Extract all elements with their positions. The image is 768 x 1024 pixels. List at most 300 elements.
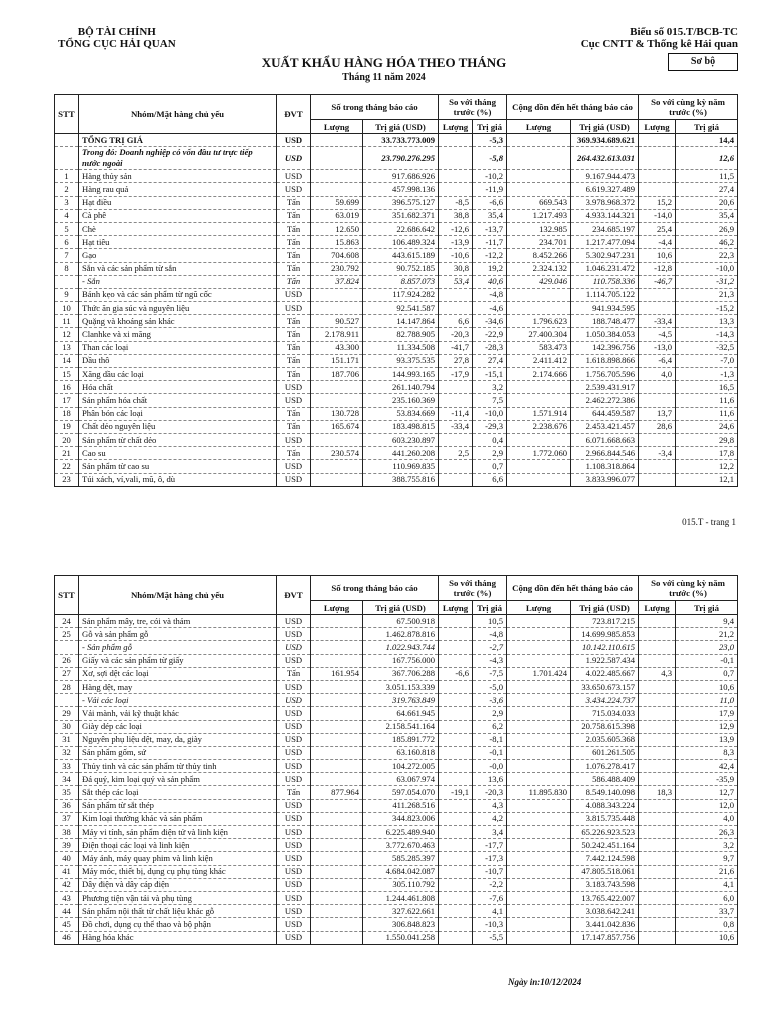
row-year-value-pct: 21,2 [676, 628, 738, 641]
row-year-value-pct: -10,0 [676, 262, 738, 275]
row-month-value: 183.498.815 [363, 420, 439, 433]
row-month-qty [311, 733, 363, 746]
print-date: Ngày in:10/12/2024 [508, 977, 582, 987]
row-month-value: 443.615.189 [363, 249, 439, 262]
row-month-qty [311, 760, 363, 773]
row-cum-qty: 11.895.830 [507, 786, 571, 799]
row-cum-value: 3.815.735.448 [571, 812, 639, 825]
row-month-value: 33.733.773.009 [363, 134, 439, 147]
row-year-qty-pct [639, 394, 676, 407]
row-month-qty: 130.728 [311, 407, 363, 420]
row-month-value: 2.158.541.164 [363, 720, 439, 733]
row-item-name: Sắn và các sản phẩm từ sắn [79, 262, 277, 275]
row-cum-value: 7.442.124.598 [571, 852, 639, 865]
row-month-qty [311, 134, 363, 147]
row-prev-value-pct: -2,2 [473, 878, 507, 891]
row-prev-qty-pct [439, 826, 473, 839]
row-month-qty: 59.699 [311, 196, 363, 209]
row-unit: USD [277, 641, 311, 654]
table-row [55, 931, 738, 944]
row-month-qty [311, 473, 363, 486]
row-stt: 28 [55, 680, 79, 693]
row-month-qty [311, 694, 363, 707]
row-month-qty [311, 746, 363, 759]
row-cum-qty [507, 381, 571, 394]
row-stt: 22 [55, 460, 79, 473]
row-stt: 10 [55, 302, 79, 315]
row-month-value: 185.891.772 [363, 733, 439, 746]
row-unit: USD [277, 931, 311, 944]
row-stt: 36 [55, 799, 79, 812]
row-prev-qty-pct [439, 460, 473, 473]
row-prev-qty-pct: 2,5 [439, 447, 473, 460]
table-row [55, 236, 738, 249]
row-month-qty [311, 615, 363, 628]
row-stt: 25 [55, 628, 79, 641]
table-row [55, 905, 738, 918]
row-item-name: Clanhke và xi măng [79, 328, 277, 341]
row-prev-qty-pct [439, 891, 473, 904]
department-name: TỔNG CỤC HẢI QUAN [58, 38, 176, 50]
row-month-qty [311, 641, 363, 654]
row-stt: 7 [55, 249, 79, 262]
row-cum-qty [507, 852, 571, 865]
row-month-value: 92.541.587 [363, 302, 439, 315]
table-row [55, 707, 738, 720]
row-unit: Tấn [277, 222, 311, 235]
row-stt: 6 [55, 236, 79, 249]
table-row [55, 694, 738, 707]
row-month-value: 144.993.165 [363, 368, 439, 381]
row-cum-value: 10.142.110.615 [571, 641, 639, 654]
row-cum-qty [507, 891, 571, 904]
row-cum-value: 1.076.278.417 [571, 760, 639, 773]
row-stt: 21 [55, 447, 79, 460]
row-prev-value-pct: -17,3 [473, 852, 507, 865]
row-year-qty-pct: 15,2 [639, 196, 676, 209]
row-stt [55, 694, 79, 707]
row-prev-value-pct: 6,2 [473, 720, 507, 733]
row-stt: 24 [55, 615, 79, 628]
row-cum-value: 4.933.144.321 [571, 209, 639, 222]
row-year-value-pct: 11,6 [676, 407, 738, 420]
row-stt: 34 [55, 773, 79, 786]
table-row [55, 865, 738, 878]
row-cum-qty [507, 707, 571, 720]
form-code: Biểu số 015.T/BCB-TC [630, 26, 738, 38]
row-unit: USD [277, 183, 311, 196]
row-cum-value: 2.966.844.546 [571, 447, 639, 460]
row-year-qty-pct [639, 641, 676, 654]
table-row [55, 680, 738, 693]
row-item-name: TỔNG TRỊ GIÁ [79, 134, 277, 147]
row-month-value: 167.756.000 [363, 654, 439, 667]
table-row [55, 891, 738, 904]
row-cum-qty: 1.772.060 [507, 447, 571, 460]
row-stt: 27 [55, 667, 79, 680]
row-year-qty-pct: -4,5 [639, 328, 676, 341]
row-month-value: 917.686.926 [363, 170, 439, 183]
row-item-name: Giày dép các loại [79, 720, 277, 733]
row-cum-qty: 429.046 [507, 275, 571, 288]
col-year-value: Trị giá [676, 120, 738, 134]
row-month-value: 305.110.792 [363, 878, 439, 891]
row-cum-qty [507, 826, 571, 839]
row-prev-qty-pct [439, 183, 473, 196]
row-unit: USD [277, 905, 311, 918]
report-period: Tháng 11 năm 2024 [342, 72, 426, 83]
col-group: Nhóm/Mặt hàng chủ yếu [79, 576, 277, 615]
row-stt: 41 [55, 865, 79, 878]
row-cum-value: 3.441.042.836 [571, 918, 639, 931]
row-month-value: 93.375.535 [363, 354, 439, 367]
row-cum-qty: 1.796.623 [507, 315, 571, 328]
row-item-name: Than các loại [79, 341, 277, 354]
row-year-qty-pct [639, 733, 676, 746]
table-row [55, 878, 738, 891]
row-year-value-pct: -32,5 [676, 341, 738, 354]
row-prev-qty-pct [439, 812, 473, 825]
row-cum-qty [507, 183, 571, 196]
row-stt: 35 [55, 786, 79, 799]
col-group: Nhóm/Mặt hàng chủ yếu [79, 95, 277, 134]
row-year-qty-pct [639, 460, 676, 473]
row-prev-value-pct: -5,8 [473, 147, 507, 170]
row-item-name: Đồ chơi, dụng cụ thể thao và bộ phận [79, 918, 277, 931]
row-cum-qty [507, 147, 571, 170]
row-prev-qty-pct [439, 707, 473, 720]
row-year-qty-pct [639, 931, 676, 944]
row-prev-qty-pct [439, 302, 473, 315]
table-row [55, 249, 738, 262]
row-unit: Tấn [277, 262, 311, 275]
row-prev-qty-pct [439, 733, 473, 746]
row-prev-value-pct: -10,0 [473, 407, 507, 420]
row-prev-value-pct: -8,1 [473, 733, 507, 746]
table-row [55, 222, 738, 235]
row-month-value: 4.684.042.087 [363, 865, 439, 878]
row-month-qty [311, 826, 363, 839]
row-cum-qty: 2.411.412 [507, 354, 571, 367]
row-unit: Tấn [277, 354, 311, 367]
row-prev-value-pct: -29,3 [473, 420, 507, 433]
row-unit: Tấn [277, 209, 311, 222]
row-unit: USD [277, 773, 311, 786]
row-prev-value-pct: -22,9 [473, 328, 507, 341]
row-stt: 12 [55, 328, 79, 341]
row-item-name: Sản phẩm từ sắt thép [79, 799, 277, 812]
row-month-qty: 15.863 [311, 236, 363, 249]
page-number: 015.T - trang 1 [682, 517, 736, 527]
row-unit: USD [277, 460, 311, 473]
row-item-name: - Sắn [79, 275, 277, 288]
row-prev-qty-pct [439, 839, 473, 852]
row-unit: USD [277, 694, 311, 707]
row-item-name: Cà phê [79, 209, 277, 222]
row-prev-value-pct: -2,7 [473, 641, 507, 654]
row-cum-qty [507, 170, 571, 183]
preliminary-badge: Sơ bộ [668, 53, 738, 71]
issuer-name: Cục CNTT & Thống kê Hải quan [580, 38, 738, 50]
row-month-qty: 2.178.911 [311, 328, 363, 341]
export-table-page-2 [54, 575, 738, 945]
row-year-qty-pct [639, 694, 676, 707]
row-month-value: 1.022.943.744 [363, 641, 439, 654]
row-cum-qty [507, 302, 571, 315]
export-table-page-1 [54, 94, 738, 487]
col-month-qty: Lượng [311, 601, 363, 615]
row-prev-value-pct: 3,4 [473, 826, 507, 839]
row-prev-qty-pct [439, 799, 473, 812]
row-item-name: Hóa chất [79, 381, 277, 394]
row-item-name: Túi xách, ví,vali, mũ, ô, dù [79, 473, 277, 486]
row-year-value-pct: 21,6 [676, 865, 738, 878]
row-month-value: 117.924.282 [363, 288, 439, 301]
row-cum-qty [507, 812, 571, 825]
row-item-name: Hạt điều [79, 196, 277, 209]
row-cum-qty: 132.985 [507, 222, 571, 235]
row-year-value-pct: 11,0 [676, 694, 738, 707]
table-body [55, 134, 738, 487]
row-year-qty-pct [639, 628, 676, 641]
row-cum-qty [507, 733, 571, 746]
table-row [55, 394, 738, 407]
row-cum-value: 6.071.668.663 [571, 433, 639, 446]
row-stt: 8 [55, 262, 79, 275]
row-year-value-pct: -35,9 [676, 773, 738, 786]
row-month-value: 14.147.864 [363, 315, 439, 328]
row-stt: 33 [55, 760, 79, 773]
row-stt: 43 [55, 891, 79, 904]
row-prev-qty-pct [439, 394, 473, 407]
row-item-name: Sản phẩm nội thất từ chất liệu khác gỗ [79, 905, 277, 918]
row-item-name: Sản phẩm hóa chất [79, 394, 277, 407]
table-row [55, 760, 738, 773]
row-prev-qty-pct [439, 170, 473, 183]
row-item-name: Bánh kẹo và các sản phẩm từ ngũ cốc [79, 288, 277, 301]
row-cum-qty: 1.217.493 [507, 209, 571, 222]
row-prev-value-pct: 7,5 [473, 394, 507, 407]
row-year-value-pct: -15,2 [676, 302, 738, 315]
row-stt: 42 [55, 878, 79, 891]
row-prev-qty-pct [439, 615, 473, 628]
row-month-value: 457.998.136 [363, 183, 439, 196]
table-row [55, 420, 738, 433]
row-month-qty [311, 878, 363, 891]
row-year-value-pct: 35,4 [676, 209, 738, 222]
row-unit: USD [277, 288, 311, 301]
row-year-value-pct: 6,0 [676, 891, 738, 904]
row-unit: USD [277, 918, 311, 931]
row-item-name: Hạt tiêu [79, 236, 277, 249]
row-prev-qty-pct: 6,6 [439, 315, 473, 328]
row-cum-qty [507, 746, 571, 759]
row-prev-value-pct: -4,8 [473, 628, 507, 641]
row-item-name: Xơ, sợi dệt các loại [79, 667, 277, 680]
row-month-qty [311, 433, 363, 446]
row-month-qty [311, 865, 363, 878]
row-prev-value-pct: -11,7 [473, 236, 507, 249]
row-year-qty-pct [639, 170, 676, 183]
row-cum-qty [507, 615, 571, 628]
col-unit: ĐVT [277, 95, 311, 134]
table-row [55, 918, 738, 931]
row-prev-qty-pct: -33,4 [439, 420, 473, 433]
row-prev-qty-pct: 38,8 [439, 209, 473, 222]
row-year-value-pct: 20,6 [676, 196, 738, 209]
table-row [55, 641, 738, 654]
row-prev-value-pct: -4,8 [473, 288, 507, 301]
row-cum-qty [507, 394, 571, 407]
table-row [55, 733, 738, 746]
row-prev-value-pct: 13,6 [473, 773, 507, 786]
col-month-value: Trị giá (USD) [363, 120, 439, 134]
row-cum-qty [507, 460, 571, 473]
row-prev-value-pct: -10,3 [473, 918, 507, 931]
row-month-value: 235.160.369 [363, 394, 439, 407]
row-month-qty [311, 799, 363, 812]
row-year-qty-pct [639, 812, 676, 825]
row-year-qty-pct [639, 183, 676, 196]
row-year-qty-pct: 18,3 [639, 786, 676, 799]
row-cum-value: 3.038.642.241 [571, 905, 639, 918]
row-cum-value: 369.934.689.621 [571, 134, 639, 147]
row-month-value: 396.575.127 [363, 196, 439, 209]
row-prev-value-pct: -0,0 [473, 760, 507, 773]
row-year-qty-pct [639, 852, 676, 865]
col-cum-value: Trị giá (USD) [571, 601, 639, 615]
row-year-qty-pct [639, 473, 676, 486]
col-prev-value: Trị giá [473, 601, 507, 615]
row-month-value: 82.788.905 [363, 328, 439, 341]
row-year-qty-pct [639, 878, 676, 891]
row-year-qty-pct [639, 288, 676, 301]
agency-header [58, 26, 176, 50]
row-month-value: 1.244.461.808 [363, 891, 439, 904]
table-row [55, 170, 738, 183]
row-unit: USD [277, 839, 311, 852]
row-cum-qty: 2.238.676 [507, 420, 571, 433]
row-prev-qty-pct [439, 852, 473, 865]
row-prev-value-pct: -5,0 [473, 680, 507, 693]
row-unit: Tấn [277, 368, 311, 381]
col-month-value: Trị giá (USD) [363, 601, 439, 615]
col-year-value: Trị giá [676, 601, 738, 615]
row-prev-qty-pct: -12,6 [439, 222, 473, 235]
row-cum-qty [507, 931, 571, 944]
table-body [55, 615, 738, 945]
row-cum-value: 20.758.615.398 [571, 720, 639, 733]
row-year-qty-pct [639, 773, 676, 786]
row-month-value: 90.752.185 [363, 262, 439, 275]
row-item-name: Gỗ và sản phẩm gỗ [79, 628, 277, 641]
row-month-value: 110.969.835 [363, 460, 439, 473]
col-prev-value: Trị giá [473, 120, 507, 134]
row-unit: USD [277, 394, 311, 407]
row-item-name: Xăng dầu các loại [79, 368, 277, 381]
row-item-name: Sản phẩm từ cao su [79, 460, 277, 473]
row-cum-value: 2.462.272.386 [571, 394, 639, 407]
row-year-qty-pct: 4,3 [639, 667, 676, 680]
row-prev-qty-pct: -8,5 [439, 196, 473, 209]
col-cum-value: Trị giá (USD) [571, 120, 639, 134]
row-month-value: 388.755.816 [363, 473, 439, 486]
row-unit: USD [277, 720, 311, 733]
row-year-value-pct: 24,6 [676, 420, 738, 433]
row-unit: USD [277, 628, 311, 641]
row-unit: USD [277, 760, 311, 773]
row-prev-value-pct: -5,5 [473, 931, 507, 944]
col-year-qty: Lượng [639, 601, 676, 615]
row-unit: Tấn [277, 786, 311, 799]
row-stt: 45 [55, 918, 79, 931]
row-prev-value-pct: 4,1 [473, 905, 507, 918]
row-prev-qty-pct [439, 905, 473, 918]
row-cum-value: 2.539.431.917 [571, 381, 639, 394]
row-unit: USD [277, 865, 311, 878]
row-year-qty-pct: -13,0 [639, 341, 676, 354]
row-cum-value: 8.549.140.098 [571, 786, 639, 799]
row-unit: Tấn [277, 275, 311, 288]
row-year-value-pct: 26,3 [676, 826, 738, 839]
row-month-qty [311, 720, 363, 733]
row-year-qty-pct [639, 147, 676, 170]
col-vs-year: So với cùng kỳ năm trước (%) [639, 95, 738, 120]
row-unit: Tấn [277, 249, 311, 262]
row-item-name: Hàng hóa khác [79, 931, 277, 944]
table-header [55, 95, 738, 134]
row-cum-value: 1.618.898.866 [571, 354, 639, 367]
row-cum-value: 2.453.421.457 [571, 420, 639, 433]
row-year-value-pct: -14,3 [676, 328, 738, 341]
row-prev-value-pct: -13,7 [473, 222, 507, 235]
table-row [55, 183, 738, 196]
row-year-value-pct: 21,3 [676, 288, 738, 301]
row-unit: Tấn [277, 420, 311, 433]
row-stt: 39 [55, 839, 79, 852]
row-month-qty: 230.574 [311, 447, 363, 460]
row-unit: Tấn [277, 236, 311, 249]
table-row [55, 654, 738, 667]
row-year-value-pct: 17,8 [676, 447, 738, 460]
row-prev-value-pct: -4,6 [473, 302, 507, 315]
row-month-value: 597.054.070 [363, 786, 439, 799]
row-month-qty: 704.608 [311, 249, 363, 262]
table-row [55, 720, 738, 733]
row-stt [55, 134, 79, 147]
row-prev-qty-pct: -13,9 [439, 236, 473, 249]
row-item-name: Hàng dệt, may [79, 680, 277, 693]
row-cum-qty: 234.701 [507, 236, 571, 249]
row-stt: 17 [55, 394, 79, 407]
row-unit: USD [277, 812, 311, 825]
row-year-qty-pct [639, 760, 676, 773]
row-year-qty-pct [639, 891, 676, 904]
row-prev-qty-pct: -41,7 [439, 341, 473, 354]
row-prev-value-pct: 0,7 [473, 460, 507, 473]
row-item-name: Máy móc, thiết bị, dụng cụ phụ tùng khác [79, 865, 277, 878]
row-year-value-pct: 17,9 [676, 707, 738, 720]
row-year-qty-pct [639, 381, 676, 394]
row-cum-value: 17.147.857.756 [571, 931, 639, 944]
table-row [55, 196, 738, 209]
row-item-name: Cao su [79, 447, 277, 460]
row-item-name: Dầu thô [79, 354, 277, 367]
row-cum-qty [507, 799, 571, 812]
row-cum-value: 3.183.743.598 [571, 878, 639, 891]
row-prev-value-pct: -34,6 [473, 315, 507, 328]
row-month-value: 6.225.489.940 [363, 826, 439, 839]
